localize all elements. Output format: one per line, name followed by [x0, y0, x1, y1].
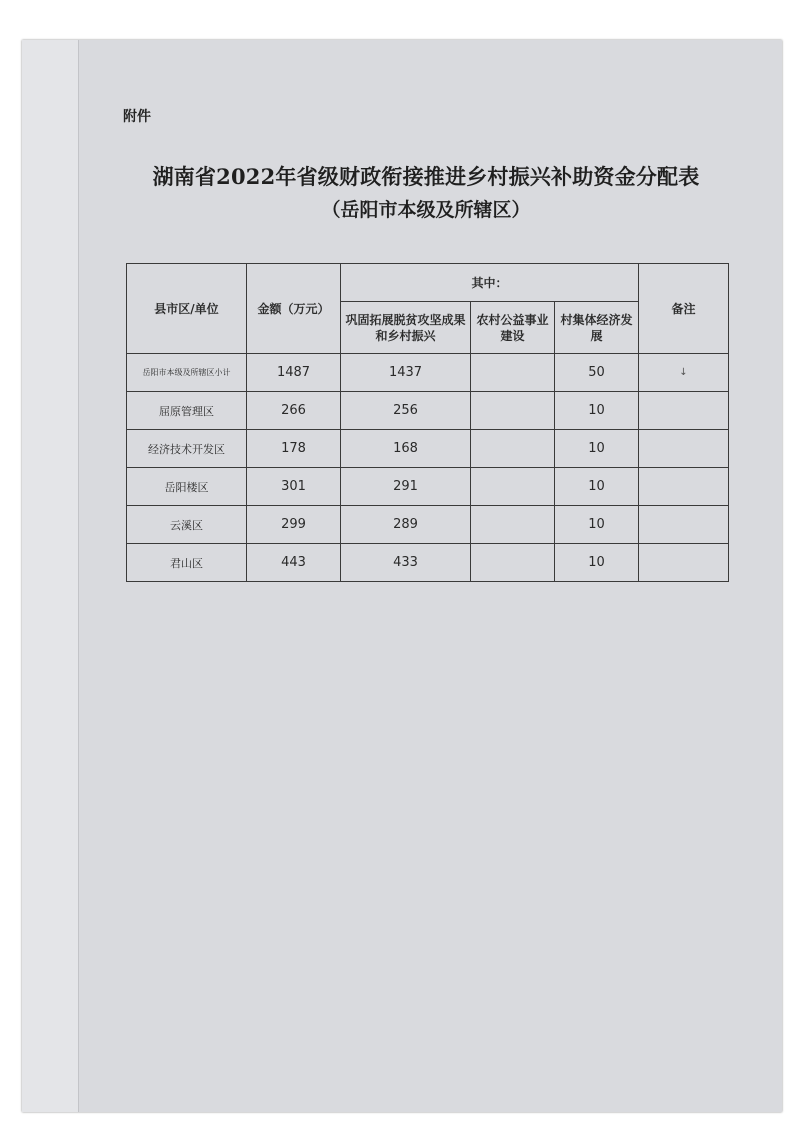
cell-unit: 岳阳市本级及所辖区小计 — [127, 354, 247, 392]
table-row — [127, 468, 729, 506]
cell-unit: 经济技术开发区 — [127, 430, 247, 468]
cell-remark: ↓ — [639, 354, 729, 392]
cell-amount: 299 — [247, 506, 341, 544]
cell-amount: 266 — [247, 392, 341, 430]
cell-remark — [639, 544, 729, 582]
cell-collective-economy: 10 — [555, 506, 639, 544]
header-collective-economy: 村集体经济发展 — [555, 302, 639, 354]
cell-remark — [639, 392, 729, 430]
header-unit: 县市区/单位 — [127, 264, 247, 354]
cell-amount: 178 — [247, 430, 341, 468]
cell-unit: 云溪区 — [127, 506, 247, 544]
cell-amount: 443 — [247, 544, 341, 582]
header-row-1 — [127, 264, 729, 302]
cell-remark — [639, 506, 729, 544]
cell-amount: 301 — [247, 468, 341, 506]
cell-rural-public — [471, 354, 555, 392]
cell-rural-public — [471, 544, 555, 582]
cell-rural-public — [471, 506, 555, 544]
cell-collective-economy: 10 — [555, 468, 639, 506]
table-row — [127, 544, 729, 582]
scanned-page — [22, 40, 782, 1112]
cell-unit: 岳阳楼区 — [127, 468, 247, 506]
table-row — [127, 354, 729, 392]
cell-amount: 1487 — [247, 354, 341, 392]
header-amount: 金额（万元） — [247, 264, 341, 354]
cell-consolidate: 289 — [341, 506, 471, 544]
cell-rural-public — [471, 468, 555, 506]
cell-remark — [639, 468, 729, 506]
header-of-which: 其中： — [341, 264, 639, 302]
page-edge-strip — [22, 40, 79, 1112]
cell-consolidate: 291 — [341, 468, 471, 506]
table-row — [127, 392, 729, 430]
header-consolidate: 巩固拓展脱贫攻坚成果和乡村振兴 — [341, 302, 471, 354]
cell-unit: 屈原管理区 — [127, 392, 247, 430]
table-row — [127, 430, 729, 468]
document-title: 湖南省2022年省级财政衔接推进乡村振兴补助资金分配表 — [152, 164, 700, 189]
cell-consolidate: 433 — [341, 544, 471, 582]
allocation-table — [126, 263, 729, 582]
cell-unit: 君山区 — [127, 544, 247, 582]
attachment-label: 附件 — [123, 109, 151, 125]
cell-consolidate: 168 — [341, 430, 471, 468]
cell-rural-public — [471, 392, 555, 430]
cell-collective-economy: 10 — [555, 392, 639, 430]
header-remark: 备注 — [639, 264, 729, 354]
cell-collective-economy: 10 — [555, 430, 639, 468]
cell-remark — [639, 430, 729, 468]
document-subtitle: （岳阳市本级及所辖区） — [321, 199, 531, 221]
cell-rural-public — [471, 430, 555, 468]
cell-collective-economy: 50 — [555, 354, 639, 392]
cell-collective-economy: 10 — [555, 544, 639, 582]
cell-consolidate: 256 — [341, 392, 471, 430]
table-row — [127, 506, 729, 544]
header-rural-public: 农村公益事业建设 — [471, 302, 555, 354]
cell-consolidate: 1437 — [341, 354, 471, 392]
